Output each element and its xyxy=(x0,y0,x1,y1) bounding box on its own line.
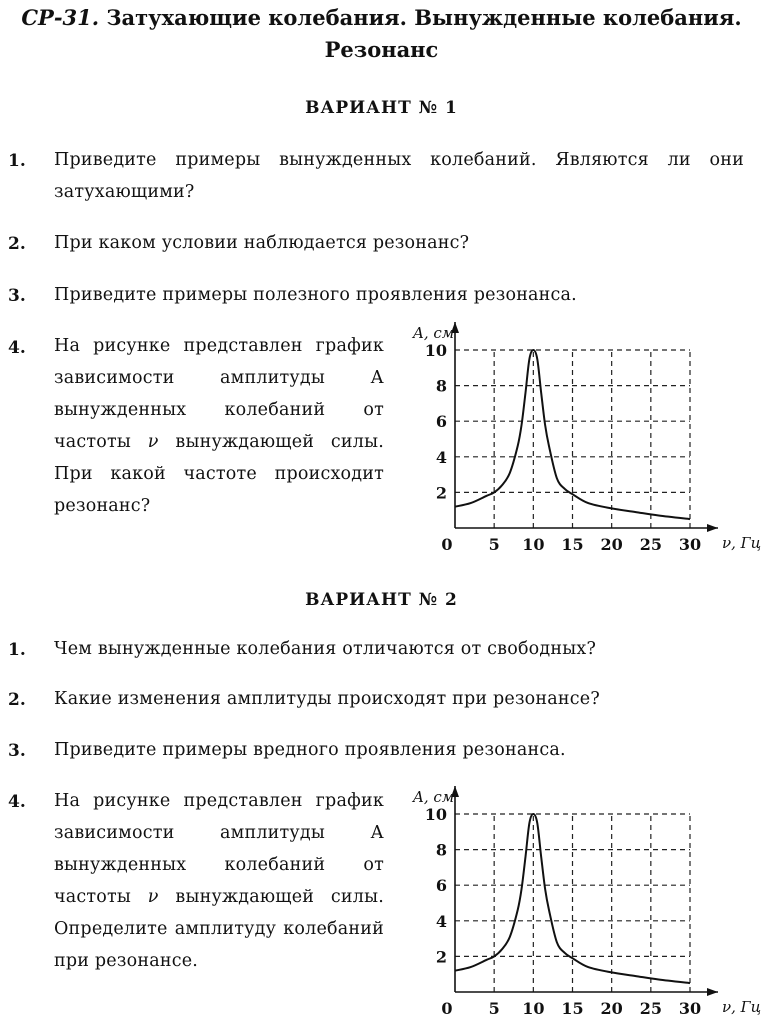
worksheet-code: СР-31. xyxy=(21,5,100,30)
x-tick-label: 20 xyxy=(600,999,623,1018)
y-axis-label: A, см xyxy=(413,324,455,342)
v1-q4-number: 4. xyxy=(8,338,26,358)
origin-label: 0 xyxy=(441,535,453,554)
v2-q4-text xyxy=(54,785,384,977)
x-axis-arrow xyxy=(707,524,718,532)
v2-q3-number: 3. xyxy=(8,741,26,761)
y-tick-label: 6 xyxy=(435,876,447,896)
x-tick-label: 5 xyxy=(488,999,500,1018)
v1-q3-text: Приведите примеры полезного проявления резонанса. xyxy=(54,285,577,305)
y-tick-label: 4 xyxy=(435,447,447,467)
nu-symbol: ν xyxy=(147,432,159,452)
v1-q4-text-part2: вынуждающей силы. При какой частоте происходит резонанс? xyxy=(54,432,385,516)
amplitude-resonance-chart-2 xyxy=(405,786,762,1022)
v2-q4-text-part2: вынуждающей силы. Определите амплитуду колебаний при резонансе. xyxy=(54,887,385,971)
x-tick-label: 30 xyxy=(678,535,702,554)
v2-q4-number: 4. xyxy=(8,792,26,812)
page-subtitle: Резонанс xyxy=(324,37,439,62)
x-axis-label: ν, Гц xyxy=(722,998,762,1016)
x-tick-label: 25 xyxy=(639,535,662,554)
y-tick-label: 8 xyxy=(435,376,447,396)
origin-label: 0 xyxy=(441,999,453,1018)
x-tick-label: 15 xyxy=(561,535,584,554)
v2-q2-text: Какие изменения амплитуды происходят при резонансе? xyxy=(54,689,600,709)
x-tick-label: 5 xyxy=(488,535,500,554)
v2-q3-text: Приведите примеры вредного проявления резонанса. xyxy=(54,740,566,760)
nu-symbol: ν xyxy=(147,887,159,907)
v2-q1-number: 1. xyxy=(8,640,26,660)
y-tick-label: 4 xyxy=(435,911,447,931)
x-axis-arrow xyxy=(707,988,718,996)
y-tick-label: 2 xyxy=(435,483,447,503)
variant-2-heading: ВАРИАНТ № 2 xyxy=(305,590,458,610)
y-tick-label: 2 xyxy=(435,947,447,967)
v2-q1-text: Чем вынужденные колебания отличаются от свободных? xyxy=(54,639,597,659)
y-tick-label: 10 xyxy=(424,805,447,824)
x-tick-label: 25 xyxy=(639,999,662,1018)
v1-q3-number: 3. xyxy=(8,286,26,306)
v2-q4-text-part1: На рисунке представлен график зависимости амплитуды А вынужденных колебаний от частоты xyxy=(54,791,384,907)
variant-1-heading: ВАРИАНТ № 1 xyxy=(305,98,458,118)
v1-q2-text: При каком условии наблюдается резонанс? xyxy=(54,233,470,253)
v2-q2-number: 2. xyxy=(8,690,26,710)
x-tick-label: 10 xyxy=(522,535,545,554)
x-tick-label: 30 xyxy=(678,999,702,1018)
y-tick-label: 6 xyxy=(435,412,447,432)
x-axis-label: ν, Гц xyxy=(722,534,762,552)
x-tick-label: 10 xyxy=(522,999,545,1018)
v1-q4-text-part1: На рисунке представлен график зависимости амплитуды А вынужденных колебаний от частоты xyxy=(54,336,384,452)
y-tick-label: 10 xyxy=(424,341,447,360)
amplitude-resonance-chart-1 xyxy=(405,318,762,558)
v1-q1-text: Приведите примеры вынужденных колебаний. Являются ли они затухающими? xyxy=(54,150,744,202)
v1-q1-number: 1. xyxy=(8,151,26,171)
x-tick-label: 15 xyxy=(561,999,584,1018)
y-tick-label: 8 xyxy=(435,840,447,860)
x-tick-label: 20 xyxy=(600,535,623,554)
v1-q4-text xyxy=(54,330,384,522)
page-title xyxy=(0,2,763,34)
v1-q2-number: 2. xyxy=(8,234,26,254)
title-line1: Затухающие колебания. Вынужденные колебания. xyxy=(106,5,742,30)
y-axis-label: A, см xyxy=(413,788,455,806)
